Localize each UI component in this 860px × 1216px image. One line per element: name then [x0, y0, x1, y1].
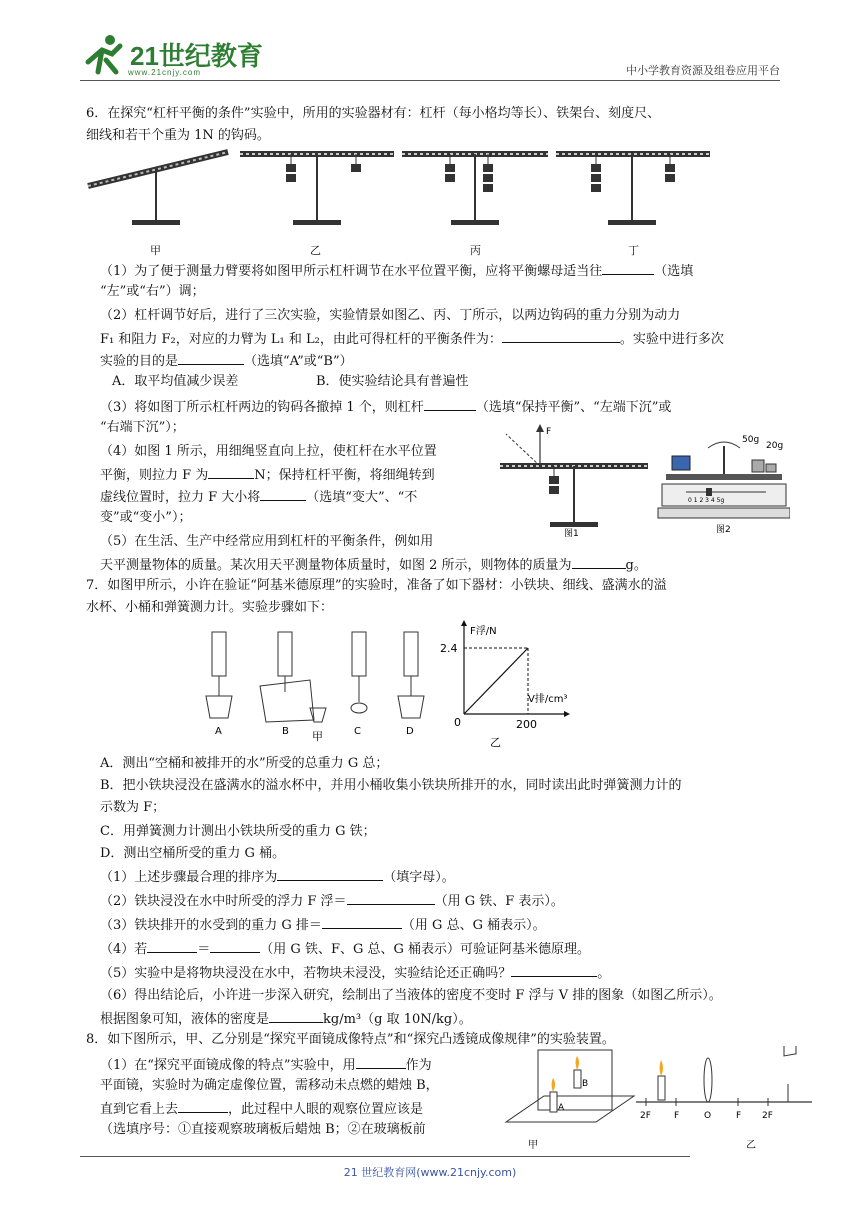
svg-text:图2: 图2	[716, 525, 731, 535]
fig-label-bing: 丙	[470, 244, 481, 257]
q8-figure-mirror	[504, 1046, 636, 1152]
svg-text:C: C	[354, 726, 361, 737]
q7-sub2: （2）铁块浸没在水中时所受的浮力 F 浮＝ （用 G 铁、F 表示）。	[100, 890, 564, 912]
q8-part1-line1: （1）在“探究平面镜成像的特点”实验中，用 作为	[100, 1054, 432, 1076]
svg-text:200: 200	[516, 718, 537, 731]
fig1-lever-pull	[496, 422, 652, 538]
q7-sub6-line1: （6）得出结论后，小许进一步深入研究，绘制出了当液体的密度不变时 F 浮与 V 排的图象（如图乙所示）。	[100, 988, 722, 1003]
logo-text: 21世纪教育	[130, 40, 263, 71]
svg-text:图1: 图1	[564, 529, 579, 538]
fig-label-jia: 甲	[150, 244, 161, 257]
q7-sub4: （4）若 ＝ （用 G 铁、F、G 总、G 桶表示）可验证阿基米德原理。	[100, 938, 590, 960]
svg-text:50g: 50g	[742, 435, 760, 445]
q7-figure-jia	[200, 622, 440, 744]
q6-option-a: A．取平均值减少误差	[112, 374, 239, 389]
fig-label-ding: 丁	[628, 244, 639, 257]
answer-blank[interactable]	[502, 328, 620, 343]
q6-part3-line1: （3）将如图丁所示杠杆两边的钩码各撤掉 1 个，则杠杆 （选填“保持平衡”、“左端下沉”或	[100, 396, 671, 418]
q7-step-a: A．测出“空桶和被排开的水”所受的总重力 G 总；	[100, 756, 389, 771]
answer-blank[interactable]	[269, 1008, 323, 1023]
lever-ding	[556, 154, 710, 225]
logo-subtext: www.21cnjy.com	[128, 68, 201, 77]
svg-text:2F: 2F	[640, 1111, 651, 1121]
q8-part1-line4: （选填序号：①直接观察玻璃板后蜡烛 B；②在玻璃板前	[100, 1122, 426, 1137]
lever-bing	[402, 154, 548, 225]
q8-figure-lens	[636, 1046, 816, 1152]
q8-part1-line3: 直到它看上去 ，此过程中人眼的观察位置应该是	[100, 1098, 423, 1120]
svg-text:2.4: 2.4	[440, 642, 458, 655]
answer-blank[interactable]	[178, 350, 244, 365]
runner-logo-icon	[80, 32, 126, 76]
svg-text:F浮/N: F浮/N	[470, 626, 497, 637]
q7-step-b-1: B．把小铁块浸没在盛满水的溢水杯中，并用小桶收集小铁块所排开的水，同时读出此时弹簧测力计的	[100, 778, 682, 793]
q6-part2-line1: （2）杠杆调节好后，进行了三次实验，实验情景如图乙、丙、丁所示，以两边钩码的重力分别为动力	[100, 308, 681, 323]
q7-intro-1: 7．如图甲所示，小许在验证“阿基米德原理”的实验时，准备了如下器材：小铁块、细线、盛满水的溢	[86, 578, 667, 593]
q6-part2-line2: F₁ 和阻力 F₂，对应的力臂为 L₁ 和 L₂，由此可得杠杆的平衡条件为： 。实验中进行多次	[100, 328, 724, 350]
lever-jia	[88, 152, 228, 225]
answer-blank[interactable]	[260, 486, 306, 501]
answer-blank[interactable]	[178, 1098, 228, 1113]
q8-intro: 8．如下图所示，甲、乙分别是“探究平面镜成像特点”和“探究凸透镜成像规律”的实验装置。	[86, 1032, 615, 1047]
q7-sub5: （5）实验中是将物块浸没在水中，若物块未浸没，实验结论还正确吗？ 。	[100, 962, 610, 984]
q6-intro-2: 细线和若干个重为 1N 的钩码。	[86, 128, 270, 143]
answer-blank[interactable]	[347, 890, 435, 905]
fig2-balance	[656, 430, 790, 538]
svg-text:乙: 乙	[490, 736, 501, 748]
q6-part2-line3: 实验的目的是 （选填“A”或“B”）	[100, 350, 353, 372]
svg-text:甲: 甲	[528, 1140, 538, 1151]
lever-yi	[240, 154, 394, 225]
svg-text:V排/cm³: V排/cm³	[528, 694, 568, 705]
q6-part4-line1: （4）如图 1 所示，用细绳竖直向上拉，使杠杆在水平位置	[100, 444, 437, 459]
svg-text:A: A	[558, 1103, 565, 1113]
svg-text:B: B	[582, 1079, 589, 1089]
svg-text:20g: 20g	[766, 441, 784, 451]
q6-lever-figures	[84, 146, 714, 236]
q6-part1-line1: （1）为了便于测量力臂要将如图甲所示杠杆调节在水平位置平衡，应将平衡螺母适当往 （选填	[100, 260, 693, 282]
q7-graph-yi	[440, 620, 570, 748]
q7-step-d: D．测出空桶所受的重力 G 桶。	[100, 846, 286, 861]
q7-sub6-line2: 根据图象可知，液体的密度是 kg/m³（g 取 10N/kg）。	[100, 1008, 472, 1030]
svg-text:B: B	[282, 726, 289, 737]
q6-part5-line1: （5）在生活、生产中经常应用到杠杆的平衡条件，例如用	[100, 534, 434, 549]
answer-blank[interactable]	[572, 554, 626, 569]
q7-sub3: （3）铁块排开的水受到的重力 G 排＝ （用 G 总、G 桶表示）。	[100, 914, 546, 936]
svg-text:F: F	[546, 427, 552, 437]
answer-blank[interactable]	[424, 396, 476, 411]
svg-text:D: D	[406, 726, 414, 737]
header-divider	[80, 80, 780, 81]
q6-part4-line2: 平衡，则拉力 F 为 N；保持杠杆平衡，将细绳转到	[100, 464, 435, 486]
q6-part3-line2: “右端下沉”）；	[100, 420, 185, 435]
footer-divider	[80, 1156, 690, 1157]
answer-blank[interactable]	[356, 1054, 406, 1069]
q6-part1-line2: “左”或“右”）调；	[100, 284, 205, 299]
svg-text:0 1 2 3 4 5g: 0 1 2 3 4 5g	[688, 497, 725, 504]
page-header	[80, 30, 780, 80]
q6-intro-1: 6．在探究“杠杆平衡的条件”实验中，所用的实验器材有：杠杆（每小格均等长）、铁架台、刻度尺、	[86, 106, 661, 121]
svg-text:乙: 乙	[746, 1140, 756, 1151]
fig-label-yi: 乙	[310, 244, 321, 257]
svg-text:A: A	[215, 726, 222, 737]
answer-blank[interactable]	[322, 914, 402, 929]
q8-part1-line2: 平面镜，实验时为确定虚像位置，需移动未点燃的蜡烛 B，	[100, 1078, 439, 1093]
q6-option-b: B．使实验结论具有普遍性	[316, 374, 469, 389]
q7-sub1: （1）上述步骤最合理的排序为 （填字母）。	[100, 866, 455, 888]
svg-text:0: 0	[454, 716, 461, 729]
answer-blank[interactable]	[210, 938, 260, 953]
footer-text: 21 世纪教育网(www.21cnjy.com)	[343, 1166, 517, 1179]
q7-step-c: C．用弹簧测力计测出小铁块所受的重力 G 铁；	[100, 824, 376, 839]
svg-text:甲: 甲	[312, 730, 323, 743]
answer-blank[interactable]	[208, 464, 254, 479]
header-right-text: 中小学教育资源及组卷应用平台	[626, 64, 780, 77]
answer-blank[interactable]	[602, 260, 654, 275]
q7-step-b-2: 示数为 F；	[100, 800, 166, 815]
svg-text:F: F	[674, 1111, 680, 1121]
answer-blank[interactable]	[147, 938, 197, 953]
q7-intro-2: 水杯、小桶和弹簧测力计。实验步骤如下：	[86, 600, 334, 615]
answer-blank[interactable]	[277, 866, 383, 881]
svg-text:2F: 2F	[762, 1111, 773, 1121]
q6-part4-line4: 变”或“变小”）；	[100, 510, 192, 525]
answer-blank[interactable]	[511, 962, 597, 977]
q6-part4-line3: 虚线位置时，拉力 F 大小将 （选填“变大”、“不	[100, 486, 417, 508]
q6-part5-line2: 天平测量物体的质量。某次用天平测量物体质量时，如图 2 所示，则物体的质量为 g。	[100, 554, 647, 576]
svg-text:O: O	[704, 1111, 712, 1121]
svg-text:F: F	[736, 1111, 742, 1121]
